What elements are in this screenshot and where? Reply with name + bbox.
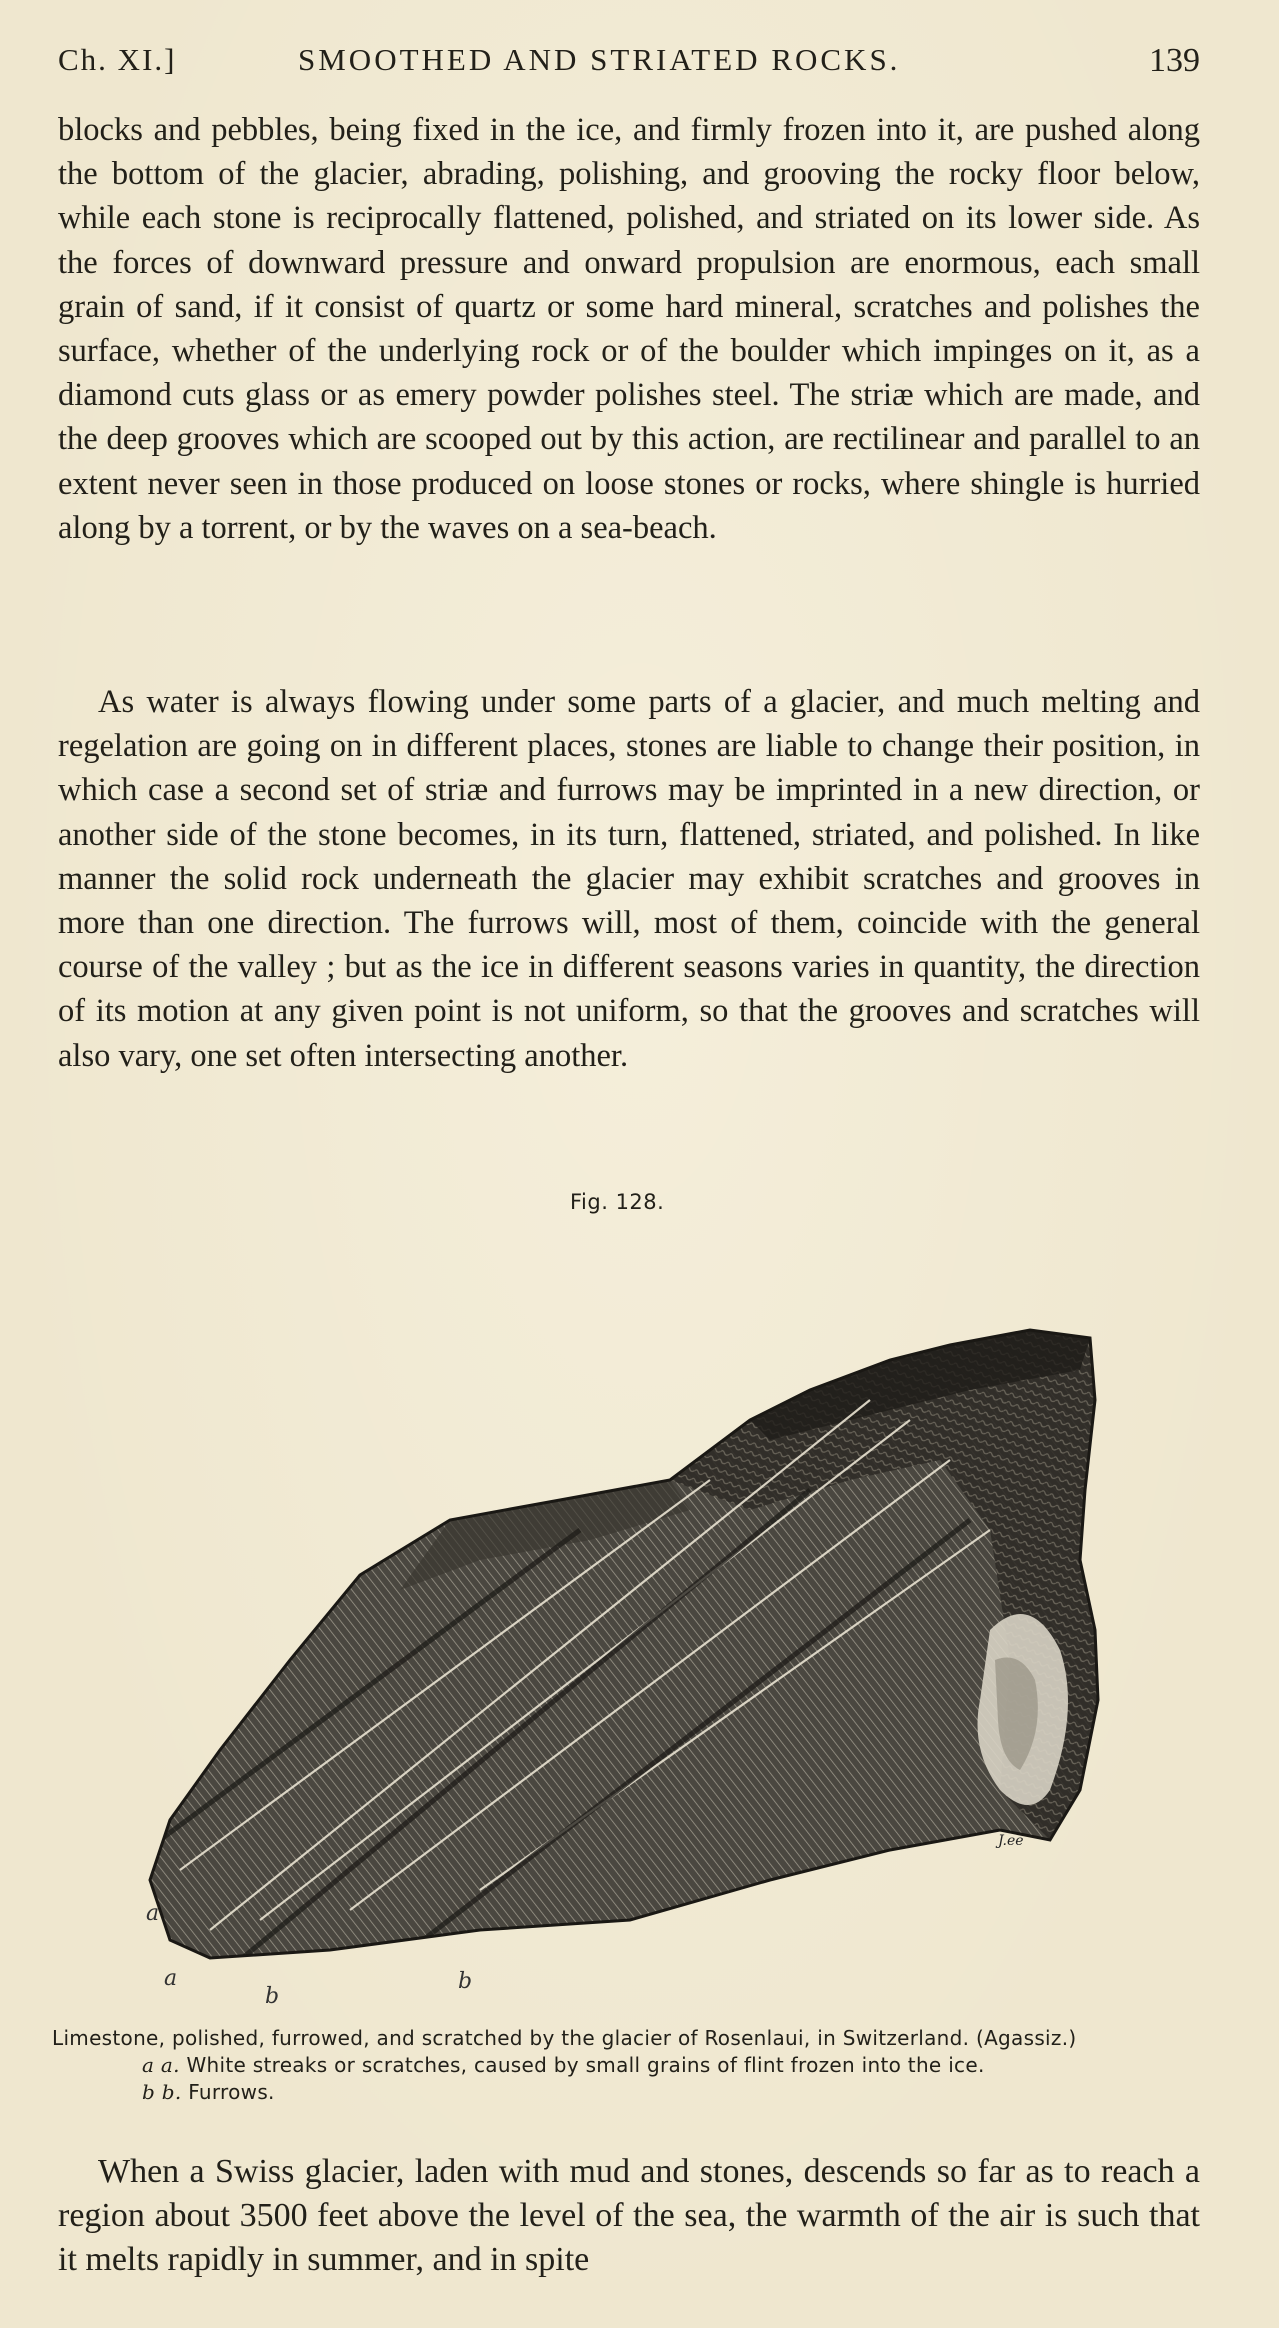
paragraph-text: As water is always flowing under some parts of a glacier, and much melting and regelation are going on in different places, stones are liable to change their position, in which case a second set of striæ and furrows may be imprinted in a new direction, or another side of the stone becomes, in its turn, flattened, striated, and polished. In like manner the solid rock underneath the glacier may exhibit scratches and grooves in more than one direction. The furrows will, most of them, coincide with the general course of the valley ; but as the ice in different seasons varies in quantity, the direction of its motion at any given point is not uniform, so that the grooves and scratches will also vary, one set often intersecting another. (58, 684, 1200, 1074)
running-title: SMOOTHED AND STRIATED ROCKS. (298, 42, 901, 77)
label-b-left: b (265, 1984, 280, 2009)
caption-b-key: b b. (142, 2080, 182, 2104)
paragraph-text: When a Swiss glacier, laden with mud and stones, descends so far as to reach a region about 3500 feet above the level of the sea, the warmth of the air is such that it melts rapidly in summer, and in spite (58, 2153, 1200, 2278)
paragraph-glacier-striae (58, 680, 1200, 1078)
figure-caption (52, 2025, 1212, 2106)
page-number: 139 (1149, 42, 1200, 79)
paragraph-continued (58, 108, 1200, 550)
caption-a-text: White streaks or scratches, caused by small grains of flint frozen into the ice. (186, 2053, 985, 2077)
label-a-upper: a (146, 1901, 160, 1926)
figure-limestone-engraving (146, 1230, 1110, 2010)
chapter-marker: Ch. XI.] (58, 42, 177, 77)
figure-label: Fig. 128. (570, 1190, 665, 1214)
running-head (58, 42, 1200, 82)
label-a-lower: a (164, 1966, 178, 1991)
limestone-illustration (146, 1230, 1110, 2010)
caption-main: Limestone, polished, furrowed, and scratched by the glacier of Rosenlaui, in Switzerland. (Agassiz.) (52, 2026, 1077, 2050)
paragraph-swiss-glacier (58, 2150, 1200, 2282)
caption-a-key: a a. (142, 2053, 180, 2077)
label-b-right: b (458, 1969, 473, 1994)
engraver-signature: J.ee (998, 1833, 1024, 1849)
caption-b-text: Furrows. (188, 2080, 275, 2104)
caption-key-b (142, 2079, 1212, 2106)
caption-key-a (142, 2052, 1212, 2079)
paragraph-text: blocks and pebbles, being fixed in the ice, and firmly frozen into it, are pushed along the bottom of the glacier, abrading, polishing, and grooving the rocky floor below, while each stone is reciprocally flattened, polished, and striated on its lower side. As the forces of downward pressure and onward propulsion are enormous, each small grain of sand, if it consist of quartz or some hard mineral, scratches and polishes the surface, whether of the underlying rock or of the boulder which impinges on it, as a diamond cuts glass or as emery powder polishes steel. The striæ which are made, and the deep grooves which are scooped out by this action, are rectilinear and parallel to an extent never seen in those produced on loose stones or rocks, where shingle is hurried along by a torrent, or by the waves on a sea-beach. (58, 112, 1200, 546)
